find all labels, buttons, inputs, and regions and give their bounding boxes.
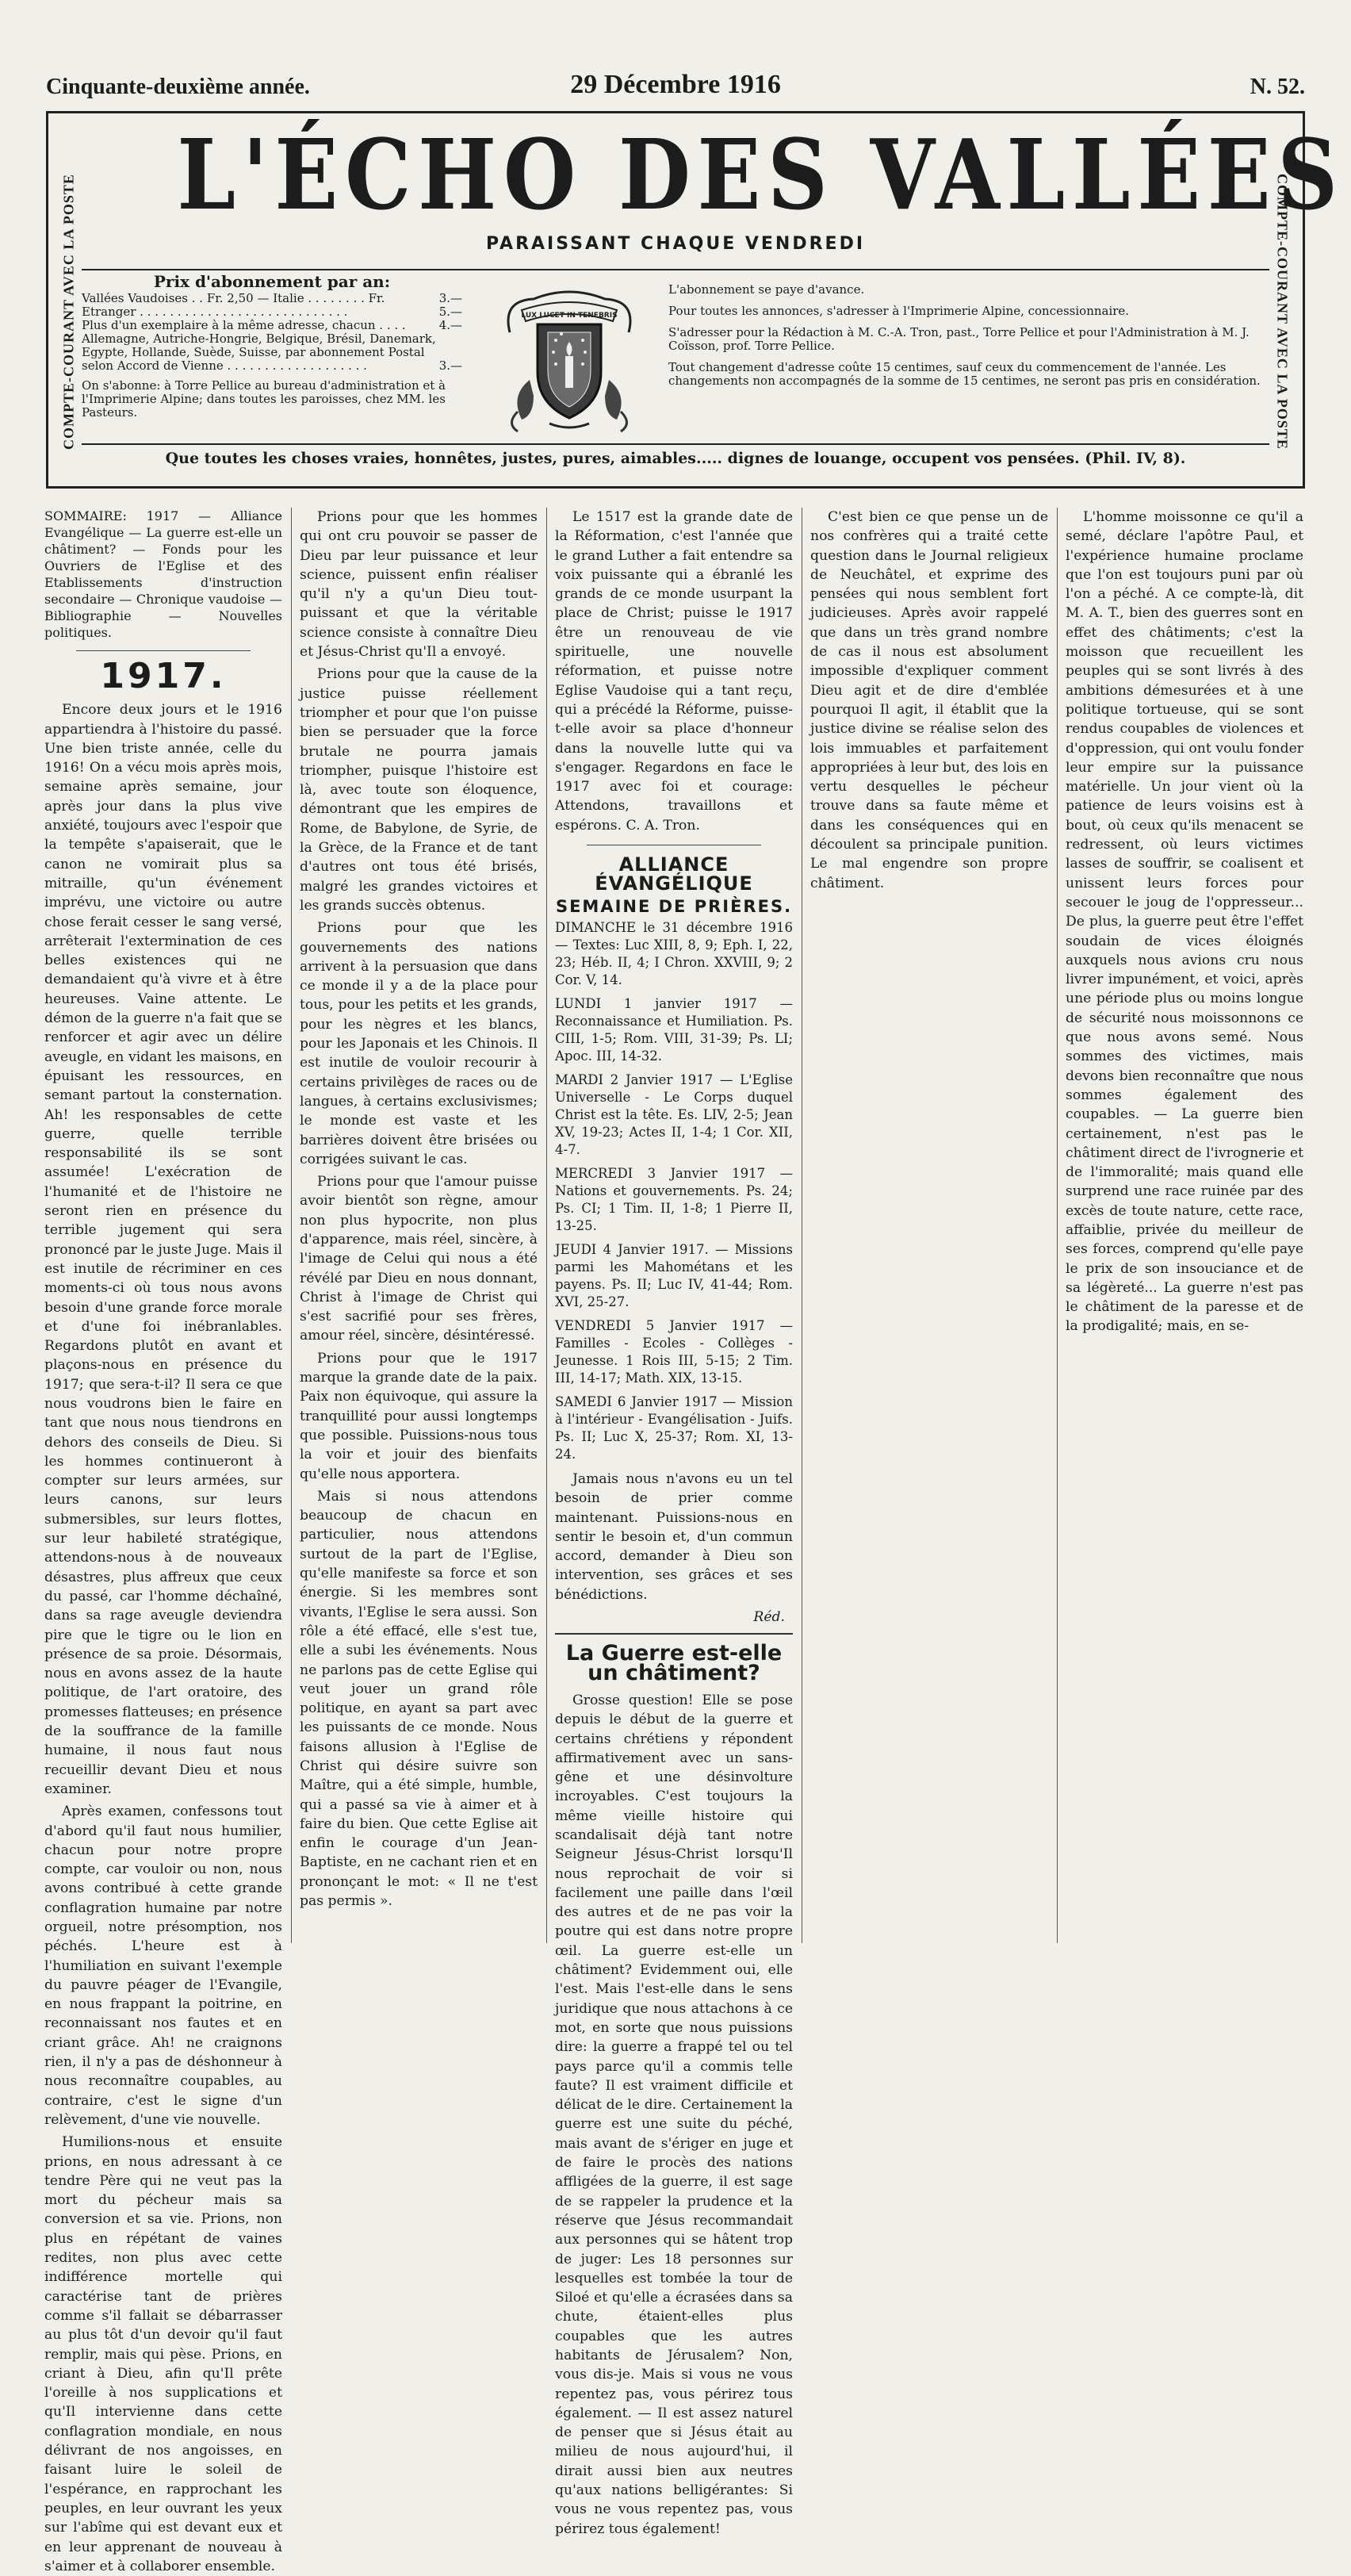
term-text: S'adresser pour la Rédaction à M. C.-A. Tron, past., Torre Pellice et pour l'Administration à M. J. Coïsson, prof. Torre Pellice.	[668, 325, 1250, 353]
waldensian-emblem-icon	[486, 277, 653, 435]
guerre-heading: La Guerre est-elle un châtiment?	[555, 1633, 793, 1683]
issue-date: 29 Décembre 1916	[570, 70, 781, 99]
paragraph: Prions pour que la cause de la justice puisse réellement triompher et pour que l'on puisse bien se persuader que la force brutale ne pourra jamais triompher, puisque l'histoire est là, avec toute son éloquence, démontrant que les empires de Rome, de Babylone, de Syrie, de la Grèce, de la France et de tant d'autres ont tous été brisés, malgré les grandes victoires et les grands succès obtenus.	[300, 666, 538, 914]
summary: SOMMAIRE: 1917 — Alliance Evangélique — La guerre est-elle un châtiment? — Fonds pour les Ouvriers de l'Eglise et des Etablissements d'instruction secondaire — Chronique vaudoise — Bibliographie — Nouvelles politiques.	[44, 508, 282, 640]
price-row: Egypte, Hollande, Suède, Suisse, par abonnement Postal	[82, 345, 425, 359]
svg-text:LUX LUCET IN TENEBRIS: LUX LUCET IN TENEBRIS	[521, 312, 618, 320]
side-note-right: COMPTE-COURANT AVEC LA POSTE	[1274, 174, 1291, 450]
article-columns	[44, 508, 1305, 2574]
paragraph: Mais si nous attendons beaucoup de chacun en particulier, nous attendons surtout de la part de l'Eglise, qu'elle manifeste sa force et son énergie. Si les membres sont vivants, l'Eglise le sera aussi. Son rôle a été effacé, elle s'est tue, elle a subi les événements. Nous ne parlons pas de cette Eglise qui veut jouer un grand rôle politique, en ayant sa part avec les puissants de ce monde. Nous faisons allusion à l'Eglise de Christ qui désire suivre son Maître, qui a été simple, humble, qui a passé sa vie à aimer et à faire du bien. Que cette Eglise ait enfin le courage d'un Jean-Baptiste, en ne cachant rien et en prononçant le mot: « Il ne t'est pas permis ».	[300, 1488, 538, 1910]
divider	[76, 650, 251, 651]
paragraph: Prions pour que les gouvernements des nations arrivent à la persuasion que dans ce monde il y a de la place pour tous, pour les petits et les grands, pour les nègres et les blancs, pour les Japonais et les Chinois. Il est inutile de vouloir recourir à certains privilèges de races ou de langues, à certains exclusivismes; le monde est vaste et les barrières doivent être brisées ou corrigées suivant le cas.	[300, 920, 538, 1167]
paragraph: Prions pour que les hommes qui ont cru pouvoir se passer de Dieu par leur puissance et leur science, puissent enfin réaliser qu'il n'y a qu'un Dieu tout-puissant et que la véritable science consiste à connaître Dieu et Jésus-Christ qu'Il a envoyé.	[300, 509, 538, 661]
paragraph: Grosse question! Elle se pose depuis le début de la guerre et certains chrétiens y répondent affirmativement avec un sans-gêne et une désinvolture incroyables. C'est toujours la même vieille histoire qui scandalisait déjà tant notre Seigneur Jésus-Christ lorsqu'Il nous reprochait de voir si facilement une paille dans l'œil des autres et de ne pas voir la poutre qui est dans notre propre œil. La guerre est-elle un châtiment? Evidemment oui, elle l'est. Mais l'est-elle dans le sens juridique que nous attachons à ce mot, en sorte que nous puissions dire: la guerre a frappé tel ou tel pays parce qu'il a commis telle faute? Il est vraiment difficile et délicat de le dire. Certainement la guerre est une suite du péché, mais avant de s'ériger en juge et de faire le procès des nations affligées de la guerre, il est sage de se rappeler la prudence et la réserve que Jésus recommandait aux personnes qui se hâtent trop de juger: Les 18 personnes sur lesquelles est tombée la tour de Siloé et qu'elle a écrasées dans sa chute, étaient-elles plus coupables que les autres habitants de Jérusalem? Non, vous dis-je. Mais si vous ne vous repentez pas, vous périrez tous également. — Il est assez naturel de penser que si Jésus était au milieu de nous aujourd'hui, il dirait aussi bien aux neutres qu'aux nations belligérantes: Si vous ne vous repentez pas, vous périrez tous également!	[555, 1692, 793, 2537]
column-4	[810, 508, 1048, 1943]
subscription-prices	[82, 272, 462, 420]
issue-number: N. 52.	[1250, 75, 1305, 99]
price-row: Etranger . . . . . . . . . . . . . . . . . . . . . . . . . . . . 5.—	[82, 305, 462, 319]
prayer-day: VENDREDI 5 Janvier 1917 — Familles - Ecoles - Collèges - Jeunesse. 1 Rois III, 5-15; 2 Tim. III, 14-17; Math. XIX, 13-15.	[555, 1317, 793, 1386]
price-row: selon Accord de Vienne . . . . . . . . . . . . . . . . . . . 3.—	[82, 358, 462, 373]
prayer-day: MARDI 2 Janvier 1917 — L'Eglise Universelle - Le Corps duquel Christ est la tête. Es. LIV, 2-5; Jean XV, 19-23; Actes II, 1-4; 1 Cor. XII, 4-7.	[555, 1071, 793, 1157]
top-line	[46, 70, 1305, 105]
paragraph: Humilions-nous et ensuite prions, en nous adressant à ce tendre Père qui ne veut pas la mort du pécheur mais sa conversion et sa vie. Prions, non plus en répétant de vaines redites, non plus avec cette indifférence mortelle qui caractérise tant de prières comme s'il fallait se débarrasser au plus tôt d'un devoir qu'il faut remplir, mais qui pèse. Prions, en criant à Dieu, afin qu'Il prête l'oreille à nos supplications et qu'Il intervienne dans cette conflagration mondiale, en nous délivrant de nos angoisses, en faisant luire le soleil de l'espérance, en rapprochant les peuples, en leur ouvrant les yeux sur l'abîme qui est devant eux et en leur apprenant de nouveau à s'aimer et à collaborer ensemble.	[44, 2134, 282, 2574]
article-heading-1917: 1917.	[100, 656, 227, 696]
paragraph: Après examen, confessons tout d'abord qu'il faut nous humilier, chacun pour notre propre compte, car vouloir ou non, nous avons contribué à cette grande conflagration humaine par notre orgueil, notre présomption, nos péchés. L'heure est à l'humiliation en suivant l'exemple du pauvre péager de l'Evangile, en nous frappant la poitrine, en reconnaissant nos fautes et en criant grâce. Ah! ne craignons rien, il n'y a pas de déshonneur à nous reconnaître coupables, au contraire, c'est le signe d'un relèvement, d'une vie nouvelle.	[44, 1804, 282, 2128]
paragraph: Jamais nous n'avons eu un tel besoin de prier comme maintenant. Puissions-nous en sentir le besoin et, d'un commun accord, demander à Dieu son intervention, ses grâces et ses bénédictions.	[555, 1470, 793, 1603]
newspaper-title: L'ÉCHO DES VALLÉES	[177, 117, 1345, 232]
paragraph: Prions pour que le 1917 marque la grande date de la paix. Paix non équivoque, qui assure la tranquillité pour aussi longtemps que possible. Puissions-nous tous la voir et jouir des bienfaits qu'elle nous apportera.	[300, 1350, 538, 1482]
subscription-box	[82, 269, 1269, 445]
column-2	[300, 508, 538, 1943]
paragraph: Prions pour que l'amour puisse avoir bientôt son règne, amour non plus hypocrite, non plus d'apparence, mais réel, sincère, à l'image de Celui qui nous a été révélé par Dieu en nous donnant, Christ à l'image de Christ qui s'est sacrifié pour ses frères, amour réel, sincère, désintéressé.	[300, 1174, 538, 1344]
prices-note: On s'abonne: à Torre Pellice au bureau d'administration et à l'Imprimerie Alpine; dans toutes les paroisses, chez MM. les Pasteurs.	[82, 378, 446, 420]
term-text: Pour toutes les annonces, s'adresser à l'Imprimerie Alpine, concessionnaire.	[668, 304, 1130, 318]
prices-title: Prix d'abonnement par an:	[153, 272, 391, 291]
prayer-day: SAMEDI 6 Janvier 1917 — Mission à l'intérieur - Evangélisation - Juifs. Ps. II; Luc X, 25-37; Rom. XI, 13-24.	[555, 1393, 793, 1462]
column-5	[1066, 508, 1303, 1943]
paragraph: C'est bien ce que pense un de nos confrères qui a traité cette question dans le Journal religieux de Neuchâtel, et exprime des pensées qui nous semblent fort judicieuses. Après avoir rappelé que dans un très grand nombre de cas il nous est absolument impossible d'expliquer comment Dieu agit et de dire d'emblée pourquoi Il agit, il établit que la justice divine se réalise selon des lois immuables et parfaitement appropriées à leur but, des lois en vertu desquelles le pécheur trouve dans sa faute même et dans les conséquences qui en découlent sa principale punition. Le mal engendre son propre châtiment.	[810, 509, 1048, 891]
paragraph: Encore deux jours et le 1916 appartiendra à l'histoire du passé. Une bien triste année, celle du 1916! On a vécu mois après mois, semaine après semaine, jour après jour dans la plus vive anxiété, toujours avec l'espoir que la tempête s'apaiserait, que le canon ne vomirait plus sa mitraille, qu'un événement imprévu, une victoire ou autre chose ferait cesser le sang versé, arrêterait l'extermination de ces belles existences qui ne demandaient qu'à vivre et à être heureuses. Vaine attente. Le démon de la guerre n'a fait que se renforcer et agir avec un délire aveugle, en vidant les maisons, en épuisant les ressources, en semant partout la consternation. Ah! les responsables de cette guerre, quelle terrible responsabilité ils se sont assumée! L'exécration de l'humanité et de l'histoire ne seront rien en présence du terrible jugement qui sera prononcé par le juste Juge. Mais il est inutile de récriminer en ces moments-ci où tous nous avons besoin d'une grande force morale et d'une foi inébranlables. Regardons plutôt en avant et plaçons-nous en présence du 1917; que sera-t-il? Il sera ce que nous voudrons bien le faire en tant que nous nous tiendrons en dehors des conseils de Dieu. Si les hommes continueront à compter sur leurs armées, sur leurs canons, sur leurs submersibles, sur leurs flottes, sur leur habileté stratégique, attendons-nous à de nouveaux désastres, plus affreux que ceux du passé, car l'homme déchaîné, dans sa rage aveugle deviendra pire que le tigre ou le lion en présence de sa proie. Désormais, nous en avons assez de la haute politique, de l'art oratoire, des promesses flatteuses; en présence de la souffrance de la famille humaine, il nous faut nous recueillir devant Dieu et nous examiner.	[44, 702, 282, 1797]
newspaper-subtitle: PARAISSANT CHAQUE VENDREDI	[485, 234, 866, 254]
prayer-day: JEUDI 4 Janvier 1917. — Missions parmi les Mahométans et les payens. Ps. II; Luc IV, 41-44; Rom. XVI, 25-27.	[555, 1241, 793, 1309]
masthead	[46, 111, 1345, 489]
column-1	[44, 508, 282, 2574]
alliance-heading: ALLIANCE ÉVANGÉLIQUE	[595, 853, 753, 895]
paragraph: Le 1517 est la grande date de la Réformation, c'est l'année que le grand Luther a fait entendre sa voix puissante qui a ébranlé les grands de ce monde usurpant la place de Christ; puisse le 1917 être un renouveau de vie spirituelle, une nouvelle réformation, et puisse notre Eglise Vaudoise qui a tant reçu, qui a précédé la Réforme, puisse-t-elle avoir sa place d'honneur dans la nouvelle lutte qui va s'engager. Regardons en face le 1917 avec foi et courage: Attendons, travaillons et espérons. C. A. Tron.	[555, 509, 793, 834]
prayer-day: MERCREDI 3 Janvier 1917 — Nations et gouvernements. Ps. 24; Ps. CI; 1 Tim. II, 1-8; 1 Pierre II, 13-25.	[555, 1165, 793, 1233]
side-note-left: COMPTE-COURANT AVEC LA POSTE	[60, 174, 77, 450]
prayer-day: LUNDI 1 janvier 1917 — Reconnaissance et Humiliation. Ps. CIII, 1-5; Rom. VIII, 31-39; Ps. LI; Apoc. III, 14-32.	[555, 995, 793, 1064]
subscription-terms	[668, 283, 1269, 396]
motto: Que toutes les choses vraies, honnêtes, justes, pures, aimables..... dignes de louange, occupent vos pensées. (Phil. IV, 8).	[165, 450, 1186, 467]
price-row: Allemagne, Autriche-Hongrie, Belgique, Brésil, Danemark,	[82, 332, 436, 346]
price-row: Plus d'un exemplaire à la même adresse, chacun . . . . 4.—	[82, 318, 462, 332]
year-label: Cinquante-deuxième année.	[46, 75, 310, 99]
paragraph: L'homme moissonne ce qu'il a semé, déclare l'apôtre Paul, et l'expérience humaine proclame que l'on est toujours puni par où l'on a péché. A ce compte-là, dit M. A. T., bien des guerres sont en effet des châtiments; c'est la moisson que recueillent les peuples qui se sont livrés à des ambitions démesurées et à une politique tortueuse, qui se sont rendus coupables de violences et d'oppression, qui ont voulu fonder leur empire sur la puissance matérielle. Un jour vient où la patience de leurs voisins est à bout, où ceux qu'ils menacent se redressent, où leurs victimes lasses de souffrir, se coalisent et unissent leurs forces pour secouer le joug de l'oppresseur... De plus, la guerre peut être l'effet soudain de vices éloignés auxquels nous avions cru nous livrer impunément, et voici, après une période plus ou moins longue de sécurité nous moissonnons ce que nous avons semé. Nous sommes des victimes, mais devons bien reconnaître que nous sommes également des coupables. — La guerre bien certainement, n'est pas le châtiment direct de l'ivrognerie et de l'immoralité; mais quand elle surprend une race ruinée par des excès de toute nature, cette race, affaiblie, privée du meilleur de ses forces, comprend qu'elle paye le prix de son insouciance et de sa légèreté... La guerre n'est pas le châtiment de la paresse et de la prodigalité; mais, en se-	[1066, 509, 1303, 1335]
term-text: L'abonnement se paye d'avance.	[668, 282, 865, 297]
prayer-day: DIMANCHE le 31 décembre 1916 — Textes: Luc XIII, 8, 9; Eph. I, 22, 23; Héb. II, 4; I Chron. XXVIII, 9; 2 Cor. V, 14.	[555, 919, 793, 987]
term-text: Tout changement d'adresse coûte 15 centimes, sauf ceux du commencement de l'année. Les changements non accompagnés de la somme de 15 centimes, ne seront pas pris en considération.	[668, 360, 1261, 388]
signature: Réd.	[753, 1609, 785, 1626]
price-row: Vallées Vaudoises . . Fr. 2,50 — Italie . . . . . . . . Fr. 3.—	[82, 291, 462, 305]
column-3	[555, 508, 793, 2537]
alliance-subheading: SEMAINE DE PRIÈRES.	[555, 896, 793, 916]
